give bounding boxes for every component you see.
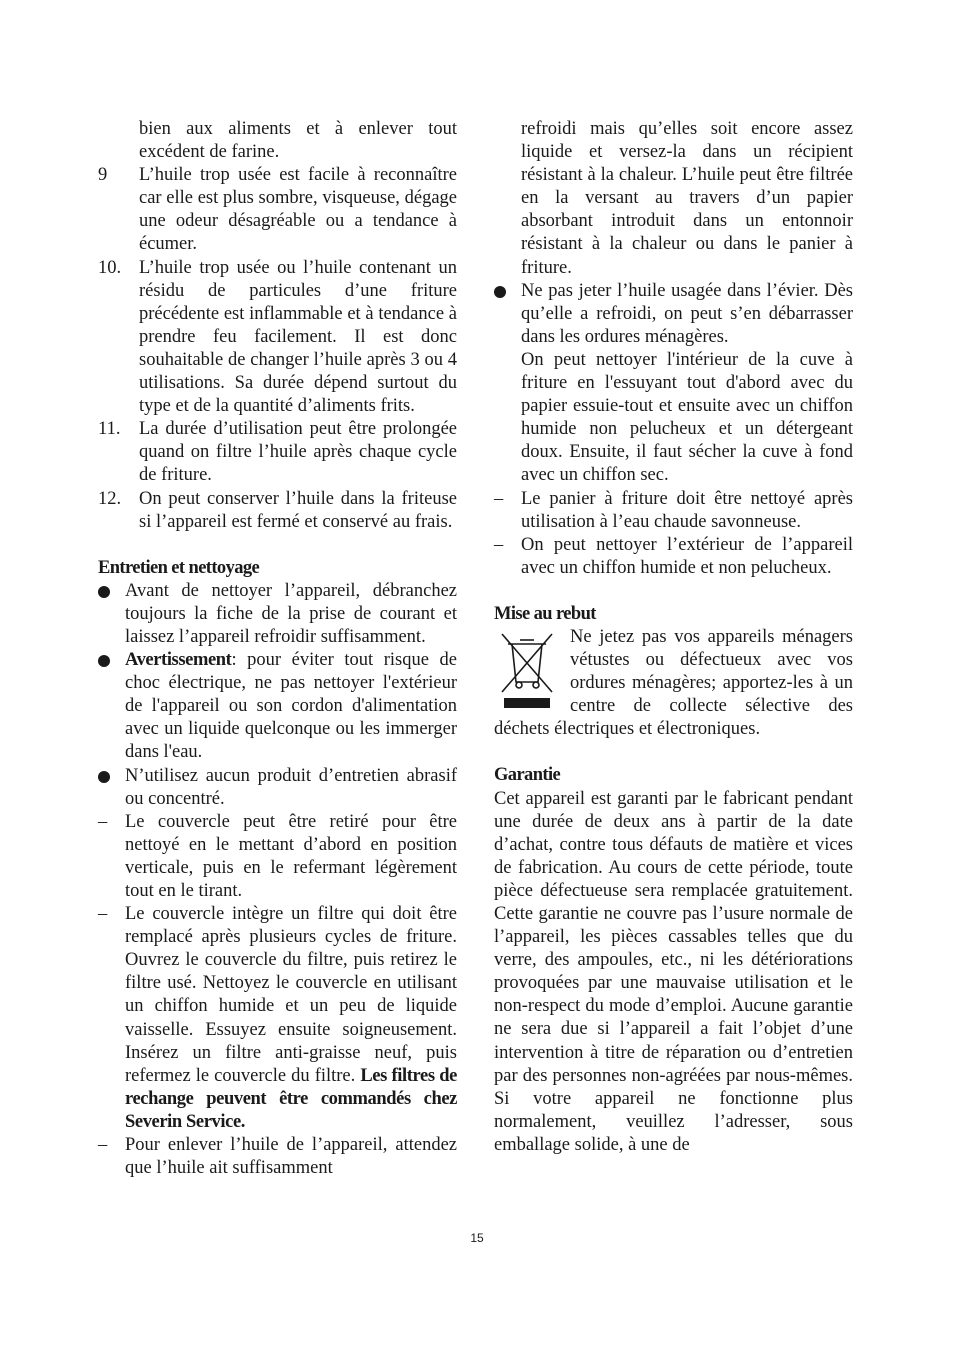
bullet-text: N’utilisez aucun produit d’entretien abrasif ou concentré. xyxy=(125,765,457,809)
dash-item xyxy=(494,534,853,580)
crossed-out-wheelie-bin-icon xyxy=(494,628,560,714)
dash-text: Le couvercle peut être retiré pour être nettoyé en le mettant d’abord en position verticale, puis en le refermant légèrement tout en le tirant. xyxy=(125,811,457,901)
item-number: 9 xyxy=(98,165,108,186)
dash-marker: – xyxy=(98,811,108,832)
bullet-icon xyxy=(98,649,110,674)
dash-marker: – xyxy=(98,904,108,925)
disposal-heading: Mise au rebut xyxy=(494,603,596,624)
list-item-10 xyxy=(98,257,457,419)
dash-item xyxy=(494,488,853,534)
bullet-item-warning xyxy=(98,649,457,764)
disposal-text: Ne jetez pas vos appareils ménagers vétustes ou défectueux avec vos ordures ménagères; apportez-les à un centre de collecte sélective des déchets électriques et électroniques. xyxy=(494,626,853,740)
item-text: L’huile trop usée ou l’huile contenant un résidu de particules d’une friture précédente est inflammable et à tendance à prendre feu facilement. Il est donc souhaitable de changer l’huile après 3 ou 4 utilisations. Sa durée dépend surtout du type et de la quantité d’aliments frits. xyxy=(139,257,457,417)
bullet-icon xyxy=(494,280,506,305)
warranty-heading: Garantie xyxy=(494,765,561,786)
item-number: 11. xyxy=(98,419,121,440)
oil-continuation: refroidi mais qu’elles soit encore assez liquide et versez-la dans un récipient résistant à la chaleur. L’huile peut être filtrée en la versant au travers d’un papier absorbant introduit dans un entonnoir résistant à la chaleur ou dans le panier à friture. xyxy=(521,119,853,278)
dash-text: Pour enlever l’huile de l’appareil, attendez que l’huile ait suffisamment xyxy=(125,1135,457,1179)
item-text: La durée d’utilisation peut être prolongée quand on filtre l’huile après chaque cycle de friture. xyxy=(139,419,457,486)
disposal-paragraph xyxy=(494,626,853,741)
dash-text: Le couvercle intègre un filtre qui doit être remplacé après plusieurs cycles de friture. Ouvrez le couvercle du filtre, puis retirez le filtre usé. Nettoyez le couvercle en utilisant un chiffon humide et un peu de liquide vaisselle. Essuyez ensuite soigneusement. Insérez un filtre anti-graisse neuf, puis refermez le couvercle du filtre. xyxy=(125,904,457,1086)
bullet-item xyxy=(494,280,853,349)
dash-item-oil xyxy=(98,1134,457,1180)
bullet-continuation: On peut nettoyer l'intérieur de la cuve à friture en l'essuyant tout d'abord avec du papier essuie-tout et ensuite avec un chiffon humide non pelucheux et un détergeant doux. Ensuite, il faut sécher la cuve à fond avec un chiffon sec. xyxy=(521,349,853,486)
intro-continuation: bien aux aliments et à enlever tout excédent de farine. xyxy=(139,119,457,163)
bullet-text: Ne pas jeter l’huile usagée dans l’évier. Dès qu’elle a refroidi, on peut s’en débarrasser dans les ordures ménagères. xyxy=(521,280,853,347)
dash-text: Le panier à friture doit être nettoyé après utilisation à l’eau chaude savonneuse. xyxy=(521,488,853,532)
dash-item-filter xyxy=(98,903,457,1134)
list-item-11 xyxy=(98,418,457,487)
bullet-icon xyxy=(98,580,110,605)
dash-text: On peut nettoyer l’extérieur de l’appareil avec un chiffon humide et non pelucheux. xyxy=(521,534,853,578)
dash-marker: – xyxy=(494,488,504,509)
right-column xyxy=(494,118,853,1157)
item-number: 10. xyxy=(98,257,122,278)
bullet-text: Avant de nettoyer l’appareil, débranchez toujours la fiche de la prise de courant et laissez l’appareil refroidir suffisamment. xyxy=(125,580,457,647)
bullet-icon xyxy=(98,765,110,790)
filter-order-note: Les filtres de rechange peuvent être commandés chez Severin Service. xyxy=(125,1065,457,1132)
dash-marker: – xyxy=(494,534,504,555)
left-column xyxy=(98,118,457,1180)
list-item-9 xyxy=(98,164,457,256)
dash-item xyxy=(98,811,457,903)
item-text: L’huile trop usée est facile à reconnaître car elle est plus sombre, visqueuse, dégage une odeur désagréable ou a tendance à écumer. xyxy=(139,165,457,255)
dash-marker: – xyxy=(98,1135,108,1156)
warranty-text: Cet appareil est garanti par le fabricant pendant une durée de deux ans à partir de la date d’achat, contre tous défauts de matière et vices de fabrication. Au cours de cette période, toute pièce défectueuse sera remplacée gratuitement. Cette garantie ne couvre pas l’usure normale de l’appareil, les pièces cassables telles que du verre, des ampoules, etc., ni les détériorations provoquées par une mauvaise utilisation et le non-respect du mode d’emploi. Aucune garantie ne sera due si l’appareil a fait l’objet d’une intervention à titre de réparation ou d’entretien par des personnes non-agréées par nous-mêmes. Si votre appareil ne fonctionne plus normalement, veuillez l’adresser, sous emballage solide, à une de xyxy=(494,788,853,1155)
bullet-item xyxy=(98,765,457,811)
bullet-text: : pour éviter tout risque de choc électrique, ne pas nettoyer l'extérieur de l'appareil ou son cordon d'alimentation avec un liquide quelconque ou les immerger dans l'eau. xyxy=(125,650,457,763)
warning-label: Avertissement xyxy=(125,650,232,671)
list-item-12 xyxy=(98,488,457,534)
bullet-item xyxy=(98,580,457,649)
page-number: 15 xyxy=(470,1231,484,1245)
cleaning-heading: Entretien et nettoyage xyxy=(98,557,260,578)
item-number: 12. xyxy=(98,488,122,509)
item-text: On peut conserver l’huile dans la friteuse si l’appareil est fermé et conservé au frais. xyxy=(139,488,457,532)
